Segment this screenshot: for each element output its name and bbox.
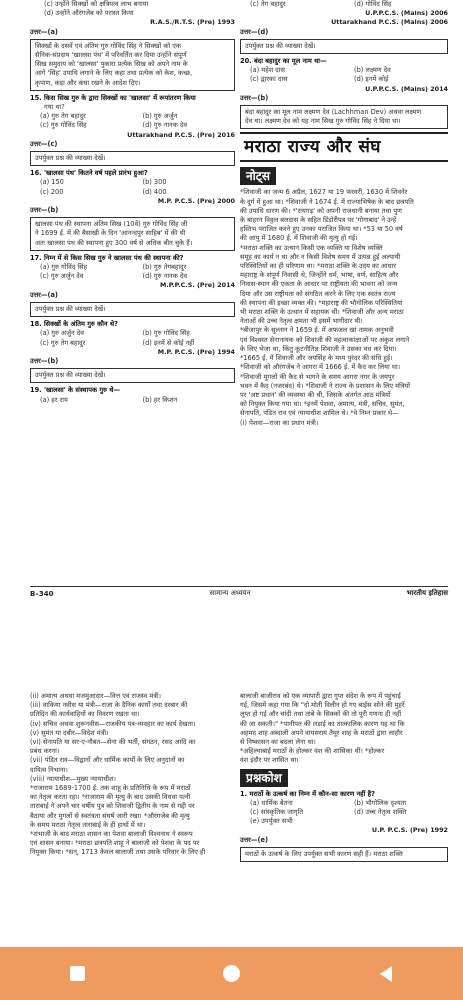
text-line: *राजाराम 1689-1700 ई. तक शाहू के प्रतिनिधि के रूप में मराठों bbox=[30, 784, 191, 793]
explanation-text: देव था। लक्ष्मण देव को यह नाम सिख गुरु गोविंद सिंह ने दिया था। bbox=[245, 117, 401, 126]
option: (a) गुरु अर्जुन देव bbox=[40, 329, 84, 338]
exam-reference: U.P.P.C.S. (Mains) 2006 bbox=[365, 9, 448, 18]
text-line: से निष्कासन का बदला लेना था। bbox=[240, 738, 316, 747]
explanation-box bbox=[30, 302, 235, 317]
notes-line: के बाहरन विठ्ठल बलदास के सहित डिंडोरीपत्र पर 'गोगाबाद' ने उन्हें bbox=[240, 216, 397, 225]
option: (c) गुरु तेग बहादुर bbox=[40, 338, 86, 347]
question-18: 18. सिक्खों के अंतिम गुरु कौन थे? bbox=[30, 320, 118, 329]
explanation-box bbox=[240, 847, 448, 862]
question-18-options bbox=[30, 329, 235, 347]
text-line: ताराबाई ने अपने चार वर्षीय पुत्र को शिवाजी द्वितीय के नाम से गद्दी पर bbox=[30, 802, 195, 811]
text-line: बालाजी बाजीराव को एक व्यापारी द्वारा गुप्त संदेश के रूप में पहुंचाई bbox=[240, 692, 401, 700]
exam-reference: U.P.P.C.S. (Mains) 2014 bbox=[365, 84, 448, 93]
explanation-text: उपर्युक्त प्रश्न की व्याख्या देखें। bbox=[245, 41, 316, 50]
answer-label: उत्तर—(c) bbox=[30, 139, 58, 148]
page-footer bbox=[30, 586, 448, 598]
option: (a) गुरु तेग बहादुर bbox=[40, 112, 86, 121]
notes-line: *शिवाजी मुगलों की कैद से भागने के समय आगरा नगर के जयपुर bbox=[240, 372, 395, 381]
text-line: का नेतृत्व करता रहा। *राजाराम की मृत्यु के बाद उसकी विधवा पत्नी bbox=[30, 793, 191, 802]
explanation-text: सिख समुदाय को 'खालसा' पुकारा प्रत्येक सिख को अपने नाम के bbox=[35, 60, 188, 69]
option: (b) गुरु अर्जुन bbox=[142, 112, 178, 121]
android-navigation-bar bbox=[0, 947, 463, 1000]
question-17: 17. निम्न में से किस सिख गुरु ने खालसा पंथ की स्थापना की? bbox=[30, 253, 184, 262]
exam-reference: M.P. P.C.S. (Pre) 1994 bbox=[157, 347, 235, 356]
question-16: 16. 'खालसा पंथ' कितने वर्ष पहले प्रारंभ हुआ? bbox=[30, 169, 148, 178]
text-line: नियुक्त किया। *सन्, 1713 केवल बालाजी तथा उसके परिवार के लिए ही bbox=[30, 848, 206, 857]
option: (b) 300 bbox=[142, 178, 167, 187]
notes-line: के दुर्ग में हुआ था। *शिवाजी ने 1674 ई. में राज्याभिषेक के बाद छत्रपति bbox=[240, 197, 414, 206]
explanation-text: सिक्खों के दसवें एवं अंतिम गुरु गोविंद सिंह ने सिक्खों को एक bbox=[35, 41, 181, 50]
option: (c) गुरु अर्जुन देव bbox=[40, 272, 84, 281]
question-1: 1. मराठों के उत्कर्ष का निम्न में कौन-सा कारण नहीं है? bbox=[240, 789, 375, 798]
question-19: 19. 'खालसा' के संस्थापक गुरु थे— bbox=[30, 386, 121, 395]
notes-line: हस्तिभ पराजित करने हुए उनका पराजित किया था। *53 या 50 वर्ष bbox=[240, 225, 403, 234]
option: (d) 400 bbox=[142, 187, 167, 196]
question-17-options bbox=[30, 263, 235, 281]
text-line: *शंभाजी के बाद मराठा शासन का पेशवा बालाजी विश्वनाथ ने स्वरूप bbox=[30, 830, 193, 839]
notes-line: *बीजापुर के सुल्तान ने 1659 ई. में अफजल खां नामक अनुभवी bbox=[240, 326, 394, 335]
explanation-box bbox=[30, 368, 235, 383]
text-line: (ii) अमात्य अथवा मजमुआदार—वित्त एवं राजस्व मंत्री। bbox=[30, 692, 162, 700]
page-number: B–340 bbox=[30, 589, 54, 598]
option: (b) हर किशन bbox=[142, 395, 178, 404]
notes-body bbox=[240, 188, 448, 427]
exam-reference: M.P.P.C.S. (Pre) 2014 bbox=[159, 281, 235, 290]
question-19-options bbox=[30, 396, 235, 405]
option: (a) हर राय bbox=[40, 395, 68, 404]
notes-line: परिस्थितियों का ही परिणाम था। *मराठा शक्ति के उदय का आधार bbox=[240, 262, 397, 271]
option: (a) महेश दास bbox=[250, 66, 285, 75]
exam-reference: Uttarakhand P.C.S. (Mains) 2006 bbox=[331, 18, 448, 27]
text-line: (iv) सचिव अथवा शुरूनवीस—राजकीय पत्र-व्यवहार का कार्य देखता। bbox=[30, 719, 196, 728]
chapter-name: भारतीय इतिहास bbox=[406, 589, 448, 597]
option: (c) द्वारका दास bbox=[250, 75, 288, 84]
recent-apps-button[interactable] bbox=[57, 954, 97, 994]
notes-line: निवास-स्थान की एकता के आधार पर राष्ट्रीयता की भावना को जन्म bbox=[240, 280, 398, 289]
text-line: के समय मराठा नेतृत्व ताराबाई के ही हाथों में था। bbox=[30, 820, 146, 829]
square-icon bbox=[70, 966, 85, 981]
answer-label: उत्तर—(a) bbox=[30, 290, 58, 299]
option-line: (d) उन्होंने औरंगजेब को परास्त किया bbox=[44, 9, 134, 18]
option-line: (c) उन्होंने सिक्खों को क्षत्रियत्व लाभ बनाया bbox=[44, 0, 149, 8]
explanation-text: उपर्युक्त प्रश्न की व्याख्या देखें। bbox=[35, 304, 106, 313]
explanation-text: कृपाण, कड़ा और कंघा रखने के आदेश दिए। bbox=[35, 78, 141, 87]
explanation-text: मराठों के उत्कर्ष के लिए उपर्युक्त सभी कारण सही हैं। मराठा शक्ति bbox=[245, 849, 403, 858]
answer-label: उत्तर—(a) bbox=[30, 27, 58, 36]
notes-line: समूह का कार्य न था और न किसी विशेष समय में उत्पन्न हुई अल्पायी bbox=[240, 252, 401, 261]
option: (d) गोविंद सिंह bbox=[354, 0, 392, 8]
back-button[interactable] bbox=[366, 954, 406, 994]
question-bank-tag: प्रश्नकोश bbox=[240, 769, 288, 787]
exam-reference: R.A.S./R.T.S. (Pre) 1993 bbox=[150, 18, 235, 27]
text-line: (v) सुमंत या दबीर—विदेश मंत्री। bbox=[30, 728, 109, 737]
answer-label: उत्तर—(d) bbox=[240, 27, 269, 36]
text-line: वंश इंदौर पर शासित था। bbox=[240, 756, 299, 765]
option: (c) 200 bbox=[40, 187, 64, 196]
page-gap bbox=[0, 600, 463, 692]
answer-label: उत्तर—(b) bbox=[30, 206, 59, 215]
text-line: अहमद शाह अब्दाली अपने वायसराय तैमूर शाह के मराठों द्वारा लाहौर bbox=[240, 728, 403, 737]
notes-line: *मराठा शक्ति का उत्थान किसी एक व्यक्ति या विशेष व्यक्ति bbox=[240, 243, 383, 252]
notes-line: की उपाधि धारण की। *'रायगढ़' को अपनी राजधानी बनाया तथा पुण bbox=[240, 206, 402, 215]
question-15: 15. किस सिख गुरु के द्वारा सिक्खों का 'खालसा' में रूपांतरण किया bbox=[30, 93, 196, 102]
explanation-text: ने 1699 ई. में की बैसाखी के दिन 'आनन्दपुर साहिब' में की थी bbox=[35, 229, 186, 238]
option: (d) इनमें से कोई नहीं bbox=[142, 338, 195, 347]
text-line: (iii) वाकिया नवीस या मंत्री—राजा के दैनिक कार्यों तथा दरबार की bbox=[30, 701, 188, 710]
option: (d) उच्च नेतृत्व शक्ति bbox=[354, 808, 407, 817]
notes-line: भवन में कैद (नजरबंद) थे। *शिवाजी ने राज्य के प्रशासन के लिए मंत्रियों bbox=[240, 381, 410, 390]
explanation-text: सैनिक-संप्रदाय 'खालसा पंथ' में परिवर्तित कर दिया उन्होंने संपूर्ण bbox=[35, 51, 187, 60]
option: (c) तेग बहादुर bbox=[250, 0, 286, 8]
option-row bbox=[240, 0, 448, 9]
text-line: प्रबंध करना। bbox=[30, 747, 60, 756]
text-line: प्रतिदिन की कार्यवाहियों का विवरण रखता था। bbox=[30, 710, 140, 719]
option: (a) 150 bbox=[40, 178, 64, 187]
notes-line: की आयु में 1680 ई. में शिवाजी की मृत्यु हो गई। bbox=[240, 234, 358, 243]
option: (d) गुरु नानक देव bbox=[142, 121, 188, 130]
option: (b) भौगोलिक दृश्यता bbox=[354, 798, 407, 807]
notes-line: नेताओं की उच्च नेतृत्व क्षमता भी इसमें भागीदार थी। bbox=[240, 317, 363, 326]
notes-line: (i) पेशवा—राजा का प्रधान मंत्री। bbox=[240, 418, 319, 427]
text-line: (vii) पंडित राव—विद्वानों और धार्मिक कार्यों के लिए अनुदानों का bbox=[30, 756, 185, 765]
option: (e) उपर्युक्त सभी bbox=[250, 817, 293, 826]
text-line: बैठाया और मुगलों से स्वतंत्रता संघर्ष जारी रखा। *औरंगजेब की मृत्यु bbox=[30, 811, 190, 820]
notes-tag: नोट्स bbox=[240, 167, 276, 185]
question-20-options bbox=[240, 66, 448, 84]
question-15-options bbox=[30, 112, 235, 130]
option: (d) इनमें कोई bbox=[354, 75, 389, 84]
question-20: 20. बंदा बहादुर का मूल नाम था— bbox=[240, 57, 327, 66]
text-line: दायित्व निभाना। bbox=[30, 765, 68, 774]
option: (a) गुरु गोविंद सिंह bbox=[40, 263, 88, 272]
notes-line: *1665 ई. में शिवाजी और जयसिंह के मध्य पुरंदर की संधि हुई। bbox=[240, 354, 393, 363]
explanation-box bbox=[240, 39, 448, 54]
answer-label: उत्तर—(e) bbox=[240, 835, 268, 844]
book-page-next bbox=[0, 692, 463, 947]
answer-label: उत्तर—(b) bbox=[240, 93, 269, 102]
option: (d) गुरु नानक देव bbox=[142, 272, 188, 281]
question-1-options bbox=[240, 799, 448, 827]
explanation-box bbox=[30, 39, 235, 91]
text-line: एवं शासन बनाया। *मराठा छत्रपति शाहू ने बालाजी को पेशवा के पद पर bbox=[30, 839, 200, 848]
option: (b) लक्ष्मण देव bbox=[354, 66, 391, 75]
text-line: (vi) सेनापति या सर-ए-नौबत—सेना की भर्ती, संगठन, रसद आदि का bbox=[30, 738, 196, 747]
notes-line: के लिए भेजा था, किंतु कूटनीतिज्ञ शिवाजी ने उसका वध कर दिया। bbox=[240, 344, 397, 353]
notes-line: सेनापति, पंडित राव एवं न्यायाधीश शामिल थे। *वे निम्न प्रकार थे— bbox=[240, 409, 399, 418]
explanation-text: आगे 'सिंह' उपाधि लगाने के लिए कहा तथा प्रत्येक को केश, कच्छ, bbox=[35, 69, 193, 78]
notes-line: की स्थापना की इच्छा व्यक्त की। *महाराष्ट्र की भौगोलिक परिस्थितियां bbox=[240, 298, 403, 307]
text-line: (viii) न्यायाधीश—मुख्य न्यायाधीश। bbox=[30, 774, 116, 783]
back-triangle-icon bbox=[378, 965, 394, 983]
notes-line: दिया और उस राष्ट्रीयता को संगठित करने के लिए एक स्वतंत्र राज्य bbox=[240, 289, 396, 298]
explanation-box bbox=[240, 105, 448, 129]
notes-line: *शिवाजी का जन्म 6 अप्रैल, 1627 या 19 फरवरी, 1630 में शिवनेर bbox=[240, 188, 408, 197]
notes-line: एवं विश्वस्त सेनानायक को शिवाजी की महत्वाकांक्षाओं पर अंकुश लगाने bbox=[240, 335, 410, 344]
text-line: लुप्त हो गई और चांदी तथा तांबे के सिक्कों की तो पूरी गणना ही नहीं bbox=[240, 710, 402, 719]
exam-reference: U.P. P.C.S. (Pre) 1992 bbox=[371, 826, 448, 835]
option: (c) सांस्कृतिक जागृति bbox=[250, 808, 304, 817]
exam-reference: Uttarakhand P.C.S. (Pre) 2016 bbox=[127, 130, 235, 139]
explanation-text: उपर्युक्त प्रश्न की व्याख्या देखें। bbox=[35, 154, 106, 163]
notes-line: भी मराठा शक्ति के उत्थान में सहायक थीं। *शिवाजी और अन्य मराठा bbox=[240, 308, 404, 317]
explanation-text: बंदा बहादुर का मूल नाम लक्ष्मण देव (Lachhman Dev) अथवा लक्ष्मण bbox=[245, 108, 422, 117]
notes-line: को नियुक्त किया गया था। *इनमें पेशवा, अमात्य, मंत्री, सचिव, सुमंत, bbox=[240, 400, 405, 409]
option: (c) गुरु गोविंद सिंह bbox=[40, 121, 87, 130]
option: (a) धार्मिक बेतना bbox=[250, 798, 293, 807]
explanation-box bbox=[30, 151, 235, 166]
answer-label: उत्तर—(b) bbox=[30, 356, 59, 365]
circle-icon bbox=[223, 965, 240, 982]
option: (b) गुरु तेगबहादुर bbox=[142, 263, 187, 272]
left-column bbox=[30, 0, 235, 405]
text-line: *अहिल्याबाई मराठों के होल्कर वंश की शासिका थीं। *होल्कर bbox=[240, 747, 385, 756]
section-title: मराठा राज्य और संघ bbox=[240, 132, 448, 162]
right-column bbox=[240, 0, 448, 428]
left-column bbox=[30, 692, 235, 858]
explanation-box bbox=[30, 217, 235, 251]
notes-line: महाराष्ट्र के संपूर्ण निवासी थे, जिन्होंने धर्म, भाषा, वर्ण, साहित्य और bbox=[240, 271, 399, 280]
exam-reference: M.P. P.C.S. (Pre) 2000 bbox=[157, 196, 235, 205]
book-name: सामान्य अध्ययन bbox=[209, 589, 251, 597]
right-column bbox=[240, 692, 448, 865]
notes-line: *शिवाजी को औरंगजेब ने आगरा में 1666 ई. में कैद कर लिया था। bbox=[240, 363, 401, 372]
question-16-options bbox=[30, 178, 235, 196]
text-line: गई, जिसमें कहा गया कि "दो मोती विलीन हो गए बाईस सोने की मुहरें bbox=[240, 701, 405, 710]
explanation-text: खालसा पंथ की स्थापना अंतिम सिख (10वें) गुरु गोविंद सिंह जी bbox=[35, 220, 188, 229]
question-15-cont: गया था? bbox=[44, 103, 65, 112]
home-button[interactable] bbox=[211, 954, 251, 994]
text-line: की जा सकती।" *पानीपत की लड़ाई का तात्कालिक कारण यह था कि bbox=[240, 719, 405, 728]
explanation-text: उपर्युक्त प्रश्न की व्याख्या देखें। bbox=[35, 371, 106, 380]
notes-line: पर 'अष्ट प्रधान' की व्यवस्था की थी, जिसके अंतर्गत आठ मंत्रियों bbox=[240, 390, 391, 399]
explanation-text: अतः खालसा पंथ की स्थापना हुए 300 वर्ष से अधिक बीत चुके हैं। bbox=[35, 238, 193, 247]
option: (b) गुरु गोविंद सिंह bbox=[142, 329, 190, 338]
